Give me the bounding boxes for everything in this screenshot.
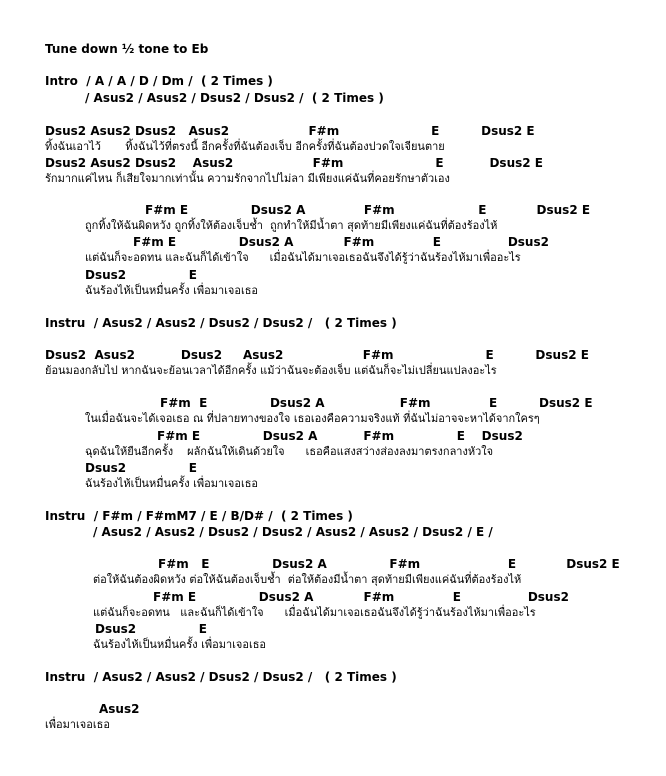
lyric-line: ฉันร้องไห้เป็นหมื่นครั้ง เพื่อมาเจอเธอ <box>85 477 259 490</box>
instru-line-2: / Asus2 / Asus2 / Dsus2 / Dsus2 / Asus2 / Asus2 / Dsus2 / E / <box>93 525 493 539</box>
chord-line: Dsus2 E <box>85 461 198 475</box>
chord-line: F#m E Dsus2 A F#m E Dsus2 <box>133 235 549 249</box>
lyric-line: ฉันร้องไห้เป็นหมื่นครั้ง เพื่อมาเจอเธอ <box>93 638 267 651</box>
lyric-line: ในเมื่อฉันจะได้เจอเธอ ณ ที่ปลายทางของใจ เธอเองคือความจริงแท้ ที่ฉันไม่อาจจะหาได้จากใครๆ <box>85 412 540 425</box>
chord-line: F#m E Dsus2 A F#m E Dsus2 E <box>145 203 591 217</box>
chord-line: Dsus2 Asus2 Dsus2 Asus2 F#m E Dsus2 E <box>45 348 589 362</box>
lyric-line: ต่อให้ฉันต้องผิดหวัง ต่อให้ฉันต้องเจ็บช้ำ ต่อให้ต้องมีน้ำตา สุดท้ายมีเพียงแค่ฉันที่ต้องร้องไห้ <box>93 573 522 586</box>
lyric-line: แต่ฉันก็จะอดทน และฉันก็ได้เข้าใจ เมื่อฉันได้มาเจอเธอฉันจึงได้รู้ว่าฉันร้องไห้มาเพื่ออะไร <box>93 606 536 619</box>
lyric-line: แต่ฉันก็จะอดทน และฉันก็ได้เข้าใจ เมื่อฉันได้มาเจอเธอฉันจึงได้รู้ว่าฉันร้องไห้มาเพื่ออะไร <box>85 251 521 264</box>
sheet-title: Tune down ½ tone to Eb <box>45 42 209 56</box>
intro-line-2: / Asus2 / Asus2 / Dsus2 / Dsus2 / ( 2 Times ) <box>85 91 384 105</box>
lyric-line: เพื่อมาเจอเธอ <box>45 718 110 731</box>
lyric-line: ฉันร้องไห้เป็นหมื่นครั้ง เพื่อมาเจอเธอ <box>85 284 259 297</box>
instru-line: Instru / Asus2 / Asus2 / Dsus2 / Dsus2 / ( 2 Times ) <box>45 670 397 684</box>
chord-line: F#m E Dsus2 A F#m E Dsus2 <box>153 590 569 604</box>
chord-line: Dsus2 Asus2 Dsus2 Asus2 F#m E Dsus2 E <box>45 156 543 170</box>
lyric-line: ถูกทิ้งให้ฉันผิดหวัง ถูกทิ้งให้ต้องเจ็บช้ำ ถูกทำให้มีน้ำตา สุดท้ายมีเพียงแค่ฉันที่ต้องร้องไห้ <box>85 219 498 232</box>
lyric-line: ฉุดฉันให้ยืนอีกครั้ง ผลักฉันให้เดินด้วยใจ เธอคือแสงสว่างส่องลงมาตรงกลางหัวใจ <box>85 445 494 458</box>
chord-line: Dsus2 E <box>85 268 198 282</box>
chord-line: Dsus2 E <box>95 622 208 636</box>
chord-line: F#m E Dsus2 A F#m E Dsus2 E <box>158 557 620 571</box>
lyric-line: ทิ้งฉันเอาไว้ ทิ้งฉันไว้ที่ตรงนี้ อีกครั้งที่ฉันต้องเจ็บ อีกครั้งที่ฉันต้องปวดใจเจียนตาย <box>45 140 445 153</box>
instru-line: Instru / F#m / F#mM7 / E / B/D# / ( 2 Times ) <box>45 509 353 523</box>
chord-line: Asus2 <box>99 702 140 716</box>
instru-line: Instru / Asus2 / Asus2 / Dsus2 / Dsus2 / ( 2 Times ) <box>45 316 397 330</box>
chord-line: F#m E Dsus2 A F#m E Dsus2 E <box>160 396 593 410</box>
lyric-line: ย้อนมองกลับไป หากฉันจะย้อนเวลาได้อีกครั้ง แม้ว่าฉันจะต้องเจ็บ แต่ฉันก็จะไม่เปลี่ยนแปลงอะไร <box>45 364 497 377</box>
chord-line: Dsus2 Asus2 Dsus2 Asus2 F#m E Dsus2 E <box>45 124 535 138</box>
chord-line: F#m E Dsus2 A F#m E Dsus2 <box>157 429 523 443</box>
lyric-line: รักมากแค่ไหน ก็เสียใจมากเท่านั้น ความรักจากไปไม่ลา มีเพียงแค่ฉันที่คอยรักษาตัวเอง <box>45 172 450 185</box>
intro-line: Intro / A / A / D / Dm / ( 2 Times ) <box>45 74 273 88</box>
